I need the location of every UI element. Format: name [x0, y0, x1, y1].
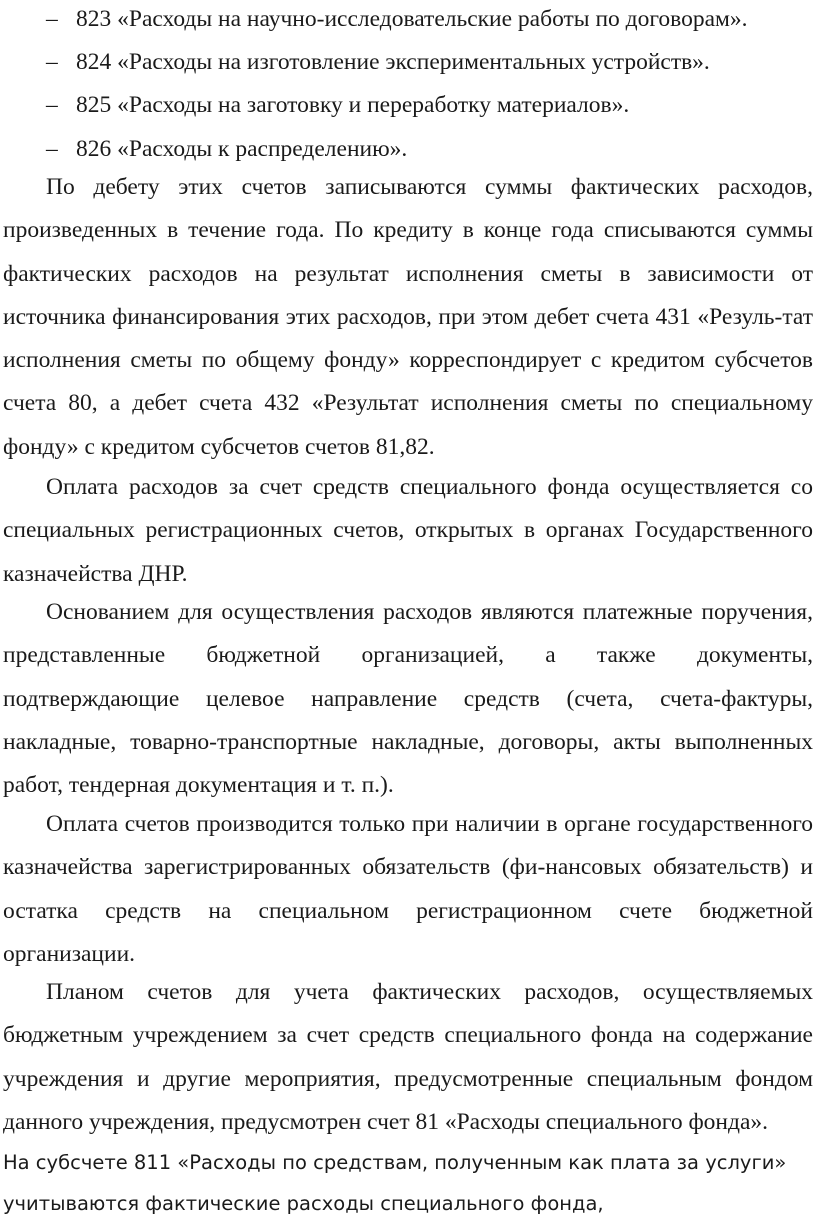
list-dash: – [46, 49, 58, 75]
list-item-text: 823 «Расходы на научно-исследовательские работы по договорам». [76, 6, 748, 32]
list-item-text: 825 «Расходы на заготовку и переработку материалов». [76, 92, 630, 118]
paragraph-subaccount-811: На субсчете 811 «Расходы по средствам, полученным как плата за услуги» учитываются фактические расходы специального фонда, [3, 1151, 787, 1215]
list-dash: – [46, 6, 58, 32]
list-item-826 [46, 138, 816, 162]
list-item-825 [46, 94, 816, 118]
list-item-824 [46, 51, 816, 75]
list-item-text: 826 «Расходы к распределению». [76, 136, 408, 162]
list-dash: – [46, 136, 58, 162]
paragraph-invoice-payment: Оплата счетов производится только при наличии в органе государственного казначейства зарегистрированных обязательств (фи-нансовых обязательств) и остатка средств на специальном регистрационном счете бюджетной организации. [3, 811, 813, 967]
list-item-823 [46, 8, 816, 32]
paragraph-debit-credit: По дебету этих счетов записываются суммы фактических расходов, произведенных в течение года. По кредиту в конце года списываются суммы фактических расходов на результат исполнения сметы в зависимости от источника финансирования этих расходов, при этом дебет счета 431 «Резуль-тат исполнения сметы по общему фонду» корреспондирует с кредитом субсчетов счета 80, а дебет счета 432 «Результат исполнения сметы по специальному фонду» с кредитом субсчетов счетов 81,82. [3, 174, 813, 460]
list-item-text: 824 «Расходы на изготовление экспериментальных устройств». [76, 49, 710, 75]
paragraph-chart-of-accounts: Планом счетов для учета фактических расходов, осуществляемых бюджетным учреждением за счет средств специального фонда на содержание учреждения и другие мероприятия, предусмотренные специальным фондом данного учреждения, предусмотрен счет 81 «Расходы специального фонда». [3, 979, 813, 1135]
paragraph-basis-for-expenses: Основанием для осуществления расходов являются платежные поручения, представленные бюджетной организацией, а также документы, подтверждающие целевое направление средств (счета, счета-фактуры, накладные, товарно-транспортные накладные, договоры, акты выполненных работ, тендерная документация и т. п.). [3, 599, 813, 799]
list-dash: – [46, 92, 58, 118]
paragraph-special-fund-payment: Оплата расходов за счет средств специального фонда осуществляется со специальных регистрационных счетов, открытых в органах Государственного казначейства ДНР. [3, 474, 813, 587]
